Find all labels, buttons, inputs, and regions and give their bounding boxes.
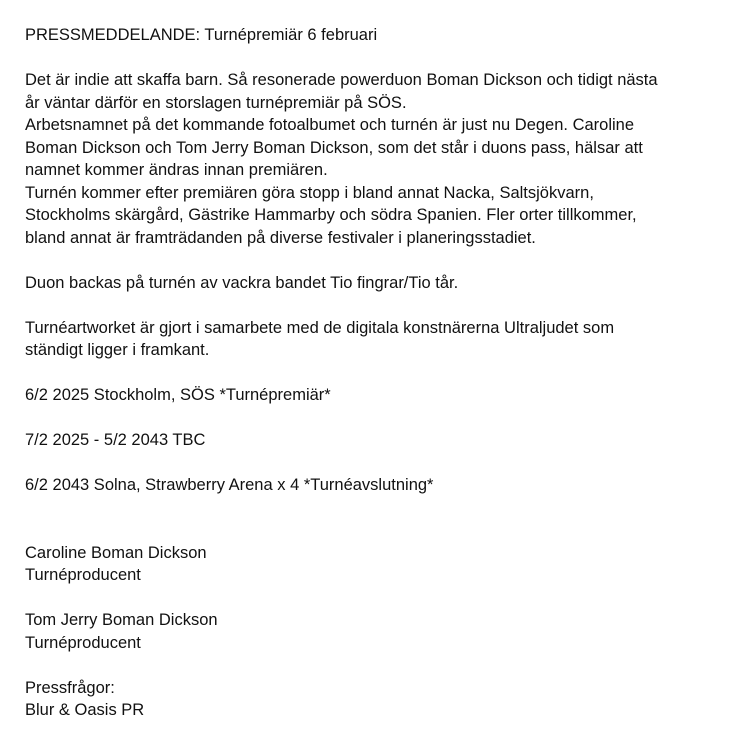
- artwork-paragraph: [25, 317, 725, 362]
- contact-name: Tom Jerry Boman Dickson: [25, 611, 218, 629]
- intro-line: namnet kommer ändras innan premiären.: [25, 161, 328, 179]
- artwork-line: ständigt ligger i framkant.: [25, 341, 210, 359]
- support-act-paragraph: Duon backas på turnén av vackra bandet Tio fingrar/Tio tår.: [25, 273, 459, 292]
- press-release-document: [25, 24, 725, 722]
- press-agency: Blur & Oasis PR: [25, 701, 145, 719]
- tour-date-range: 7/2 2025 - 5/2 2043 TBC: [25, 431, 206, 449]
- contact-name: Caroline Boman Dickson: [25, 543, 207, 562]
- intro-line: Turnén kommer efter premiären göra stopp i bland annat Nacka, Saltsjökvarn,: [25, 183, 594, 202]
- intro-line: Det är indie att skaffa barn. Så resonerade powerduon Boman Dickson och tidigt nästa: [25, 71, 658, 89]
- tour-date-finale: 6/2 2043 Solna, Strawberry Arena x 4 *Turnéavslutning*: [25, 476, 434, 494]
- intro-line: Arbetsnamnet på det kommande fotoalbumet och turnén är just nu Degen. Caroline: [25, 116, 635, 134]
- intro-line: Boman Dickson och Tom Jerry Boman Dickson, som det står i duons pass, hälsar att: [25, 138, 643, 157]
- artwork-line: Turnéartworket är gjort i samarbete med de digitala konstnärerna Ultraljudet som: [25, 318, 615, 337]
- press-inquiries-label: Pressfrågor:: [25, 678, 115, 697]
- intro-line: Stockholms skärgård, Gästrike Hammarby och södra Spanien. Fler orter tillkommer,: [25, 206, 637, 224]
- press-release-heading: PRESSMEDDELANDE: Turnépremiär 6 februari: [25, 26, 378, 44]
- contact-role: Turnéproducent: [25, 566, 141, 584]
- contact-block: [25, 542, 725, 587]
- intro-line: bland annat är framträdanden på diverse festivaler i planeringsstadiet.: [25, 228, 536, 247]
- intro-paragraph: [25, 69, 725, 249]
- intro-line: år väntar därför en storslagen turnépremiär på SÖS.: [25, 93, 407, 112]
- tour-date-premiere: 6/2 2025 Stockholm, SÖS *Turnépremiär*: [25, 386, 331, 404]
- press-contact-block: [25, 677, 725, 722]
- contact-role: Turnéproducent: [25, 633, 141, 652]
- contact-block: [25, 609, 725, 654]
